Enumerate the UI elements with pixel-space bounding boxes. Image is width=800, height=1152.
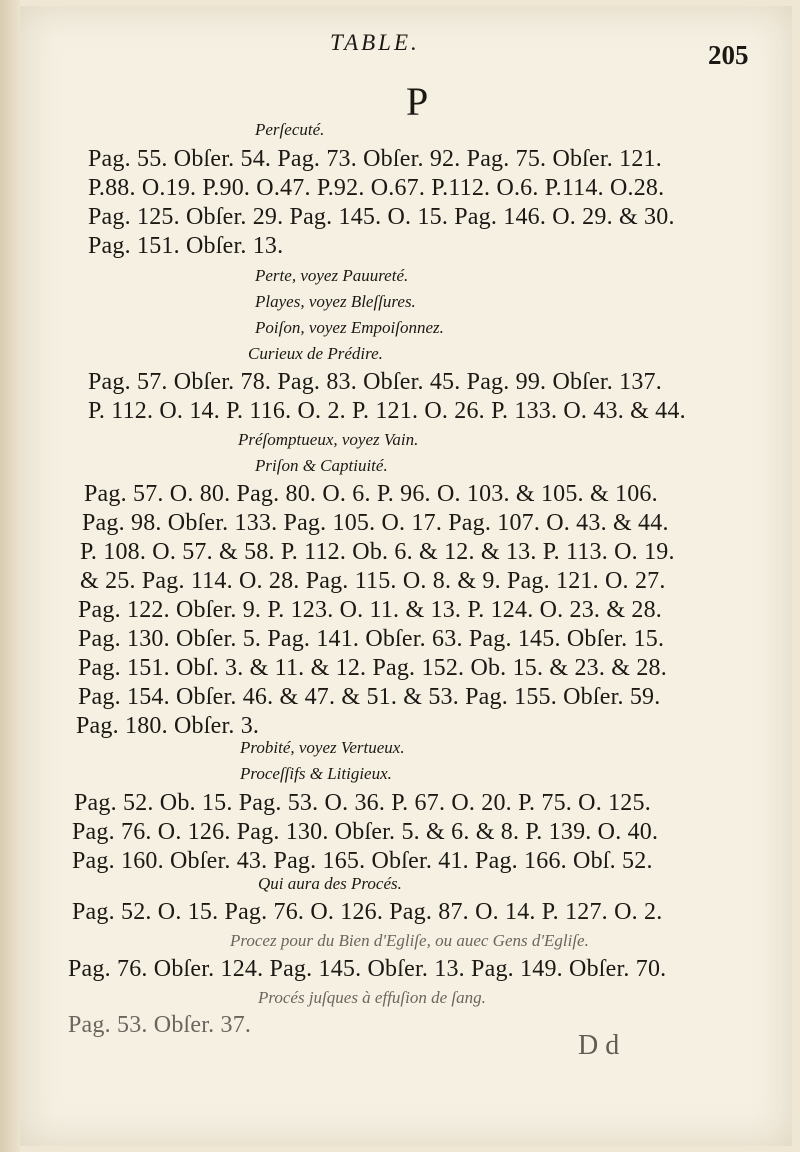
index-heading: Qui aura des Procés.: [258, 874, 402, 893]
page-reference-line: Pag. 130. Obſer. 5. Pag. 141. Obſer. 63. Pag. 145. Obſer. 15.: [78, 626, 665, 652]
page-reference-line: Pag. 122. Obſer. 9. P. 123. O. 11. & 13. P. 124. O. 23. & 28.: [78, 597, 663, 623]
index-heading: Probité, voyez Vertueux.: [240, 738, 405, 757]
page-reference-line: Pag. 52. O. 15. Pag. 76. O. 126. Pag. 87. O. 14. P. 127. O. 2.: [72, 899, 663, 925]
index-heading: Perſecuté.: [255, 120, 325, 139]
signature-mark: D d: [578, 1030, 620, 1061]
page-reference-line: Pag. 52. Ob. 15. Pag. 53. O. 36. P. 67. O. 20. P. 75. O. 125.: [74, 790, 651, 816]
section-letter: P: [406, 79, 429, 124]
index-heading: Préſomptueux, voyez Vain.: [238, 430, 419, 449]
page-reference-line: Pag. 151. Obſer. 13.: [88, 233, 284, 259]
page-reference-line: Pag. 57. Obſer. 78. Pag. 83. Obſer. 45. Pag. 99. Obſer. 137.: [88, 369, 662, 395]
index-heading: Poiſon, voyez Empoiſonnez.: [255, 318, 444, 337]
page-reference-line: Pag. 53. Obſer. 37.: [68, 1012, 252, 1038]
index-heading: Curieux de Prédire.: [248, 344, 383, 363]
page-reference-line: Pag. 154. Obſer. 46. & 47. & 51. & 53. Pag. 155. Obſer. 59.: [78, 684, 661, 710]
page-reference-line: P. 112. O. 14. P. 116. O. 2. P. 121. O. 26. P. 133. O. 43. & 44.: [88, 398, 686, 424]
page-reference-line: & 25. Pag. 114. O. 28. Pag. 115. O. 8. & 9. Pag. 121. O. 27.: [80, 568, 666, 594]
page-number: 205: [708, 40, 749, 70]
page-reference-line: Pag. 180. Obſer. 3.: [76, 713, 260, 739]
page-reference-line: Pag. 160. Obſer. 43. Pag. 165. Obſer. 41. Pag. 166. Obſ. 52.: [72, 848, 653, 874]
running-head-title: TABLE.: [330, 30, 420, 55]
index-heading: Proceſſifs & Litigieux.: [240, 764, 392, 783]
page-reference-line: P. 108. O. 57. & 58. P. 112. Ob. 6. & 12. & 13. P. 113. O. 19.: [80, 539, 675, 565]
index-heading: Procez pour du Bien d'Egliſe, ou auec Gens d'Egliſe.: [230, 931, 589, 950]
page-reference-line: Pag. 151. Obſ. 3. & 11. & 12. Pag. 152. Ob. 15. & 23. & 28.: [78, 655, 667, 681]
index-heading: Perte, voyez Pauureté.: [255, 266, 409, 285]
page-reference-line: Pag. 76. Obſer. 124. Pag. 145. Obſer. 13. Pag. 149. Obſer. 70.: [68, 956, 667, 982]
page-reference-line: Pag. 76. O. 126. Pag. 130. Obſer. 5. & 6. & 8. P. 139. O. 40.: [72, 819, 659, 845]
page-reference-line: Pag. 55. Obſer. 54. Pag. 73. Obſer. 92. Pag. 75. Obſer. 121.: [88, 146, 662, 172]
page-reference-line: Pag. 98. Obſer. 133. Pag. 105. O. 17. Pag. 107. O. 43. & 44.: [82, 510, 669, 536]
page-reference-line: Pag. 125. Obſer. 29. Pag. 145. O. 15. Pag. 146. O. 29. & 30.: [88, 204, 675, 230]
page-reference-line: P.88. O.19. P.90. O.47. P.92. O.67. P.112. O.6. P.114. O.28.: [88, 175, 665, 201]
page-binding-shadow: [0, 0, 20, 1152]
index-heading: Priſon & Captiuité.: [255, 456, 388, 475]
page-reference-line: Pag. 57. O. 80. Pag. 80. O. 6. P. 96. O. 103. & 105. & 106.: [84, 481, 658, 507]
index-heading: Procés juſques à effuſion de ſang.: [258, 988, 486, 1007]
index-heading: Playes, voyez Bleſſures.: [255, 292, 416, 311]
